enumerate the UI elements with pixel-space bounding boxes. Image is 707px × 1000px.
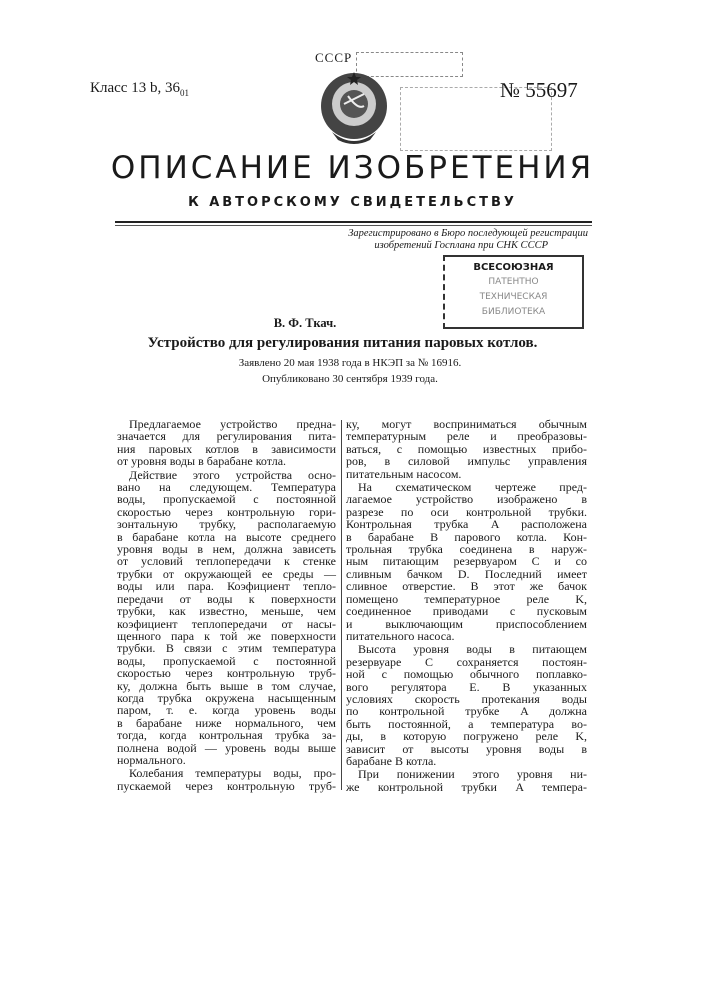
text-line: лагаемое устройство изображено в bbox=[346, 493, 587, 505]
document-subtitle: К АВТОРСКОМУ СВИДЕТЕЛЬСТВУ bbox=[80, 195, 625, 211]
text-line: ваться, с помощью известных прибо- bbox=[346, 443, 587, 455]
right-text-column bbox=[346, 418, 587, 794]
paragraph bbox=[346, 481, 587, 642]
text-line: зонтальную трубку, располагаемую bbox=[117, 518, 336, 530]
class-label bbox=[90, 80, 189, 98]
stamp-line: ТЕХНИЧЕСКАЯ bbox=[445, 290, 582, 305]
paragraph bbox=[117, 418, 336, 468]
registration-line: изобретений Госплана при СНК СССР bbox=[200, 240, 588, 252]
text-line: от уровня воды в барабане котла. bbox=[117, 455, 336, 467]
text-line: зависит от высоты уровня воды в bbox=[346, 743, 587, 755]
patent-page bbox=[0, 0, 707, 1000]
text-line: На схематическом чертеже пред- bbox=[346, 481, 587, 493]
paragraph bbox=[117, 767, 336, 792]
text-line: При понижении этого уровня ни- bbox=[346, 768, 587, 780]
text-line: воды, пропускаемой с постоянной bbox=[117, 493, 336, 505]
invention-title: Устройство для регулирования питания паровых котлов. bbox=[100, 334, 585, 352]
text-line: Колебания температуры воды, про- bbox=[117, 767, 336, 779]
text-line: скоростью через контрольную гори- bbox=[117, 506, 336, 518]
text-line: скоростью через контрольную труб- bbox=[117, 667, 336, 679]
ussr-emblem-icon bbox=[318, 70, 390, 148]
text-line: сливное отверстие. В этот же бачок bbox=[346, 580, 587, 592]
text-line: ния паровых котлов в зависимости bbox=[117, 443, 336, 455]
text-line: ды, в которую погружено реле K, bbox=[346, 730, 587, 742]
text-line: Предлагаемое устройство предна- bbox=[117, 418, 336, 430]
column-divider bbox=[341, 420, 342, 790]
text-line: щенного пара к той же поверхности bbox=[117, 630, 336, 642]
text-line: питательного насоса. bbox=[346, 630, 587, 642]
text-line: паром, т. е. когда уровень воды bbox=[117, 704, 336, 716]
text-line: Высота уровня воды в питающем bbox=[346, 643, 587, 655]
text-line: от условий теплопередачи к стенке bbox=[117, 555, 336, 567]
text-line: уровня воды в нем, должна зависеть bbox=[117, 543, 336, 555]
stamp-line: ВСЕСОЮЗНАЯ bbox=[445, 260, 582, 275]
text-line: в барабане котла на высоте среднего bbox=[117, 531, 336, 543]
text-line: помещено температурное реле K, bbox=[346, 593, 587, 605]
text-line: условиях скорость протекания воды bbox=[346, 693, 587, 705]
text-line: резервуаре C сохраняется постоян- bbox=[346, 656, 587, 668]
document-title: ОПИСАНИЕ ИЗОБРЕТЕНИЯ bbox=[80, 150, 625, 186]
text-line: ным питающим резервуаром C и со bbox=[346, 555, 587, 567]
text-line: воды, пропускаемой с постоянной bbox=[117, 655, 336, 667]
text-line: ров, в силовой импульс управления bbox=[346, 455, 587, 467]
text-line: ной с помощью обычного поплавко- bbox=[346, 668, 587, 680]
text-line: быть постоянной, а температура во- bbox=[346, 718, 587, 730]
text-line: в барабане B парового котла. Кон- bbox=[346, 531, 587, 543]
class-text: Класс 13 b, 36 bbox=[90, 80, 180, 96]
left-text-column bbox=[117, 418, 336, 793]
text-line: соединенное приводами с пусковым bbox=[346, 605, 587, 617]
text-line: воды или пара. Коэфициент тепло- bbox=[117, 580, 336, 592]
filed-date: Заявлено 20 мая 1938 года в НКЭП за № 16916. bbox=[150, 357, 550, 370]
text-line: пускаемой через контрольную труб- bbox=[117, 780, 336, 792]
paragraph bbox=[346, 418, 587, 480]
text-line: трольная трубка соединена в наруж- bbox=[346, 543, 587, 555]
published-date: Опубликовано 30 сентября 1939 года. bbox=[150, 373, 550, 386]
text-line: нормального. bbox=[117, 754, 336, 766]
text-line: разрезе по оси контрольной трубки. bbox=[346, 506, 587, 518]
text-line: сливным бачком D. Последний имеет bbox=[346, 568, 587, 580]
country-label: СССР bbox=[315, 50, 352, 66]
paragraph bbox=[346, 643, 587, 767]
text-line: трубки от окружающей ее среды — bbox=[117, 568, 336, 580]
text-line: когда трубка окружена насыщенным bbox=[117, 692, 336, 704]
text-line: барабане B котла. bbox=[346, 755, 587, 767]
author-name: В. Ф. Ткач. bbox=[240, 316, 370, 331]
stamp-line: ПАТЕНТНО bbox=[445, 275, 582, 290]
text-line: по контрольной трубке A должна bbox=[346, 705, 587, 717]
registration-line: Зарегистрировано в Бюро последующей регистрации bbox=[200, 228, 588, 240]
text-line: коэфициент теплопередачи от насы- bbox=[117, 618, 336, 630]
registration-note bbox=[200, 228, 588, 252]
library-stamp bbox=[443, 255, 584, 329]
text-line: вано на следующем. Температура bbox=[117, 481, 336, 493]
text-line: ку, должна быть выше в том случае, bbox=[117, 680, 336, 692]
text-line: трубки, как известно, меньше, чем bbox=[117, 605, 336, 617]
text-line: и выключающим приспособлением bbox=[346, 618, 587, 630]
class-subscript: 01 bbox=[180, 88, 189, 98]
text-line: трубки. В связи с этим температура bbox=[117, 642, 336, 654]
text-line: же контрольной трубки A темпера- bbox=[346, 781, 587, 793]
text-line: тогда, когда контрольная трубка за- bbox=[117, 729, 336, 741]
paragraph bbox=[117, 469, 336, 767]
text-line: значается для регулирования пита- bbox=[117, 430, 336, 442]
patent-number: № 55697 bbox=[500, 78, 578, 103]
text-line: Контрольная трубка A расположена bbox=[346, 518, 587, 530]
text-line: температурным реле и преобразовы- bbox=[346, 430, 587, 442]
header-rule bbox=[115, 221, 592, 226]
text-line: питательным насосом. bbox=[346, 468, 587, 480]
text-line: передачи от воды к поверхности bbox=[117, 593, 336, 605]
text-line: ку, могут восприниматься обычным bbox=[346, 418, 587, 430]
text-line: в барабане ниже нормального, чем bbox=[117, 717, 336, 729]
paragraph bbox=[346, 768, 587, 793]
stamp-line: БИБЛИОТЕКА bbox=[445, 305, 582, 320]
text-line: полнена водой — уровень воды выше bbox=[117, 742, 336, 754]
text-line: Действие этого устройства осно- bbox=[117, 469, 336, 481]
text-line: вого регулятора E. В указанных bbox=[346, 681, 587, 693]
